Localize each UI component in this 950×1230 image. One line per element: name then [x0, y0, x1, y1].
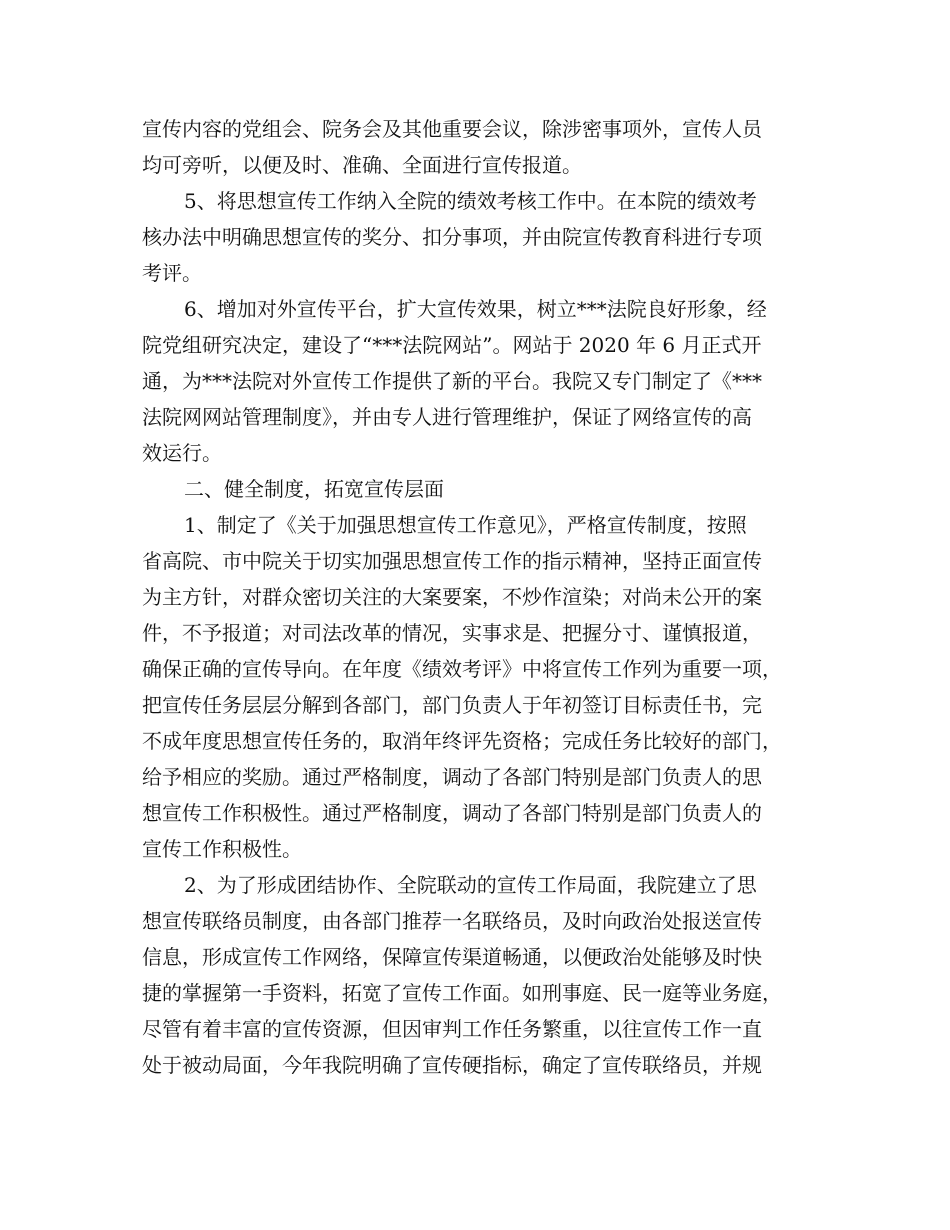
text-line: 2、为了形成团结协作、全院联动的宣传工作局面，我院建立了思	[184, 873, 757, 897]
text-line: 省高院、市中院关于切实加强思想宣传工作的指示精神，坚持正面宣传	[142, 549, 762, 573]
text-line: 通，为***法院对外宣传工作提供了新的平台。我院又专门制定了《***	[142, 369, 762, 393]
text-line: 确保正确的宣传导向。在年度《绩效考评》中将宣传工作列为重要一项，	[142, 657, 782, 681]
text-line: 把宣传任务层层分解到各部门，部门负责人于年初签订目标责任书，完	[142, 693, 762, 717]
text-line: 效运行。	[142, 441, 222, 465]
text-line: 件，不予报道；对司法改革的情况，实事求是、把握分寸、谨慎报道，	[142, 621, 762, 645]
text-line: 信息，形成宣传工作网络，保障宣传渠道畅通，以便政治处能够及时快	[142, 945, 762, 969]
text-line: 为主方针，对群众密切关注的大案要案，不炒作渲染；对尚未公开的案	[142, 585, 762, 609]
text-line: 均可旁听，以便及时、准确、全面进行宣传报道。	[142, 153, 582, 177]
text-line: 法院网网站管理制度》，并由专人进行管理维护，保证了网络宣传的高	[142, 405, 752, 429]
text-line: 不成年度思想宣传任务的，取消年终评先资格；完成任务比较好的部门，	[142, 729, 782, 753]
text-line: 尽管有着丰富的宣传资源，但因审判工作任务繁重，以往宣传工作一直	[142, 1017, 762, 1041]
text-line: 核办法中明确思想宣传的奖分、扣分事项，并由院宣传教育科进行专项	[142, 225, 762, 249]
text-line: 给予相应的奖励。通过严格制度，调动了各部门特别是部门负责人的思	[142, 765, 762, 789]
text-line: 想宣传联络员制度，由各部门推荐一名联络员，及时向政治处报送宣传	[142, 909, 762, 933]
text-line: 捷的掌握第一手资料，拓宽了宣传工作面。如刑事庭、民一庭等业务庭，	[142, 981, 782, 1005]
text-line: 5、将思想宣传工作纳入全院的绩效考核工作中。在本院的绩效考	[184, 189, 757, 213]
text-line: 6、增加对外宣传平台，扩大宣传效果，树立***法院良好形象，经	[184, 297, 767, 321]
section-heading: 二、健全制度，拓宽宣传层面	[184, 477, 444, 501]
text-line: 1、制定了《关于加强思想宣传工作意见》，严格宣传制度，按照	[184, 513, 747, 537]
text-line: 院党组研究决定，建设了“***法院网站”。网站于 2020 年 6 月正式开	[142, 333, 762, 357]
text-line: 考评。	[142, 261, 202, 285]
text-line: 想宣传工作积极性。通过严格制度，调动了各部门特别是部门负责人的	[142, 801, 762, 825]
text-line: 宣传工作积极性。	[142, 837, 302, 861]
text-line: 宣传内容的党组会、院务会及其他重要会议，除涉密事项外，宣传人员	[142, 117, 762, 141]
text-line: 处于被动局面，今年我院明确了宣传硬指标，确定了宣传联络员，并规	[142, 1053, 762, 1077]
